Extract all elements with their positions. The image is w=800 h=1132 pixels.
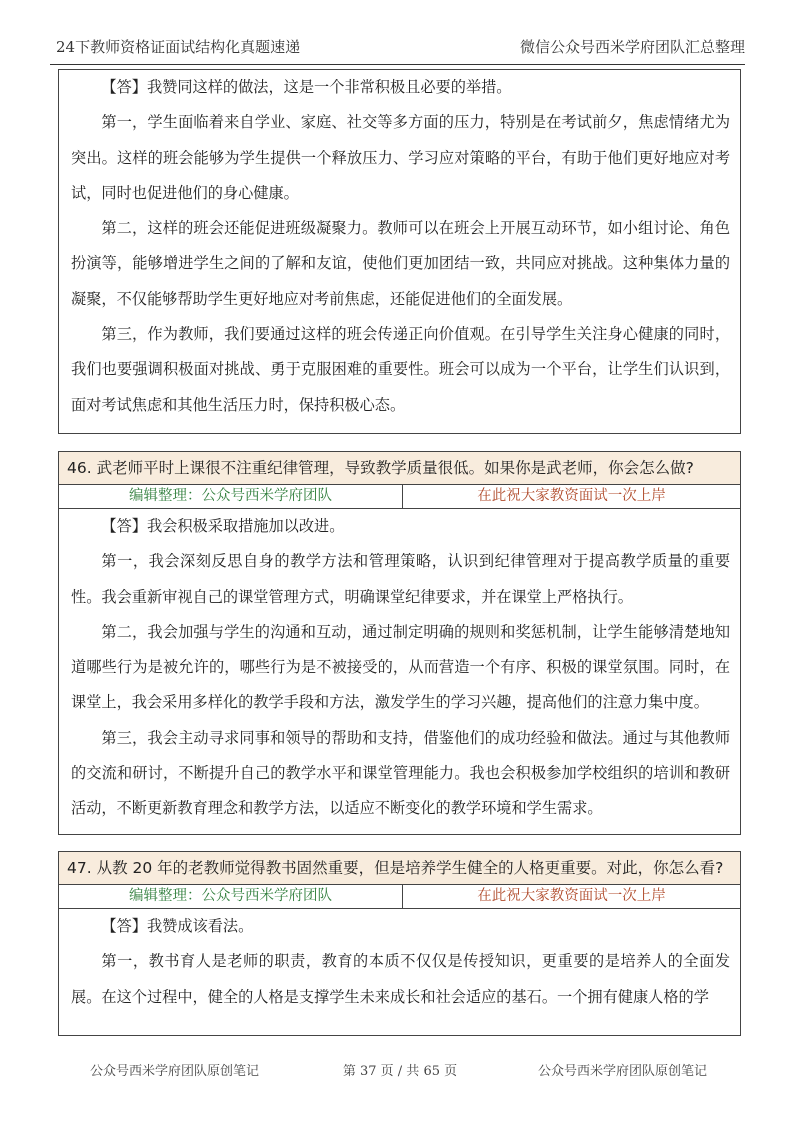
question-block-46 xyxy=(58,451,741,835)
answer-paragraph: 第一，我会深刻反思自身的教学方法和管理策略，认识到纪律管理对于提高教学质量的重要性。我会重新审视自己的课堂管理方式，明确课堂纪律要求，并在课堂上严格执行。 xyxy=(71,552,730,606)
answer-text xyxy=(59,509,740,827)
answer-paragraph: 【答】我赞同这样的做法，这是一个非常积极且必要的举措。 xyxy=(101,78,512,96)
footer-left: 公众号西米学府团队原创笔记 xyxy=(90,1064,260,1079)
header-source: 微信公众号西米学府团队汇总整理 xyxy=(519,38,745,56)
answer-text xyxy=(59,909,740,1015)
answer-paragraph: 【答】我会积极采取措施加以改进。 xyxy=(101,517,345,535)
question-title: 47. 从教 20 年的老教师觉得教书固然重要，但是培养学生健全的人格更重要。对此，你怎么看? xyxy=(59,852,740,885)
wish-text: 在此祝大家教资面试一次上岸 xyxy=(477,888,666,904)
question-block-47 xyxy=(58,851,741,1036)
header-title: 24下教师资格证面试结构化真题速递 xyxy=(56,38,301,56)
question-title: 46. 武老师平时上课很不注重纪律管理，导致教学质量很低。如果你是武老师，你会怎么做? xyxy=(59,452,740,485)
answer-paragraph: 【答】我赞成该看法。 xyxy=(101,917,254,935)
page-header xyxy=(50,28,745,65)
answer-paragraph: 第三，我会主动寻求同事和领导的帮助和支持，借鉴他们的成功经验和做法。通过与其他教师的交流和研讨，不断提升自己的教学水平和课堂管理能力。我也会积极参加学校组织的培训和教研活动，不断更新教育理念和教学方法，以适应不断变化的教学环境和学生需求。 xyxy=(71,728,730,818)
wish-text: 在此祝大家教资面试一次上岸 xyxy=(477,488,666,504)
answer-paragraph: 第三，作为教师，我们要通过这样的班会传递正向价值观。在引导学生关注身心健康的同时，我们也要强调积极面对挑战、勇于克服困难的重要性。班会可以成为一个平台，让学生们认识到，面对考试焦虑和其他生活压力时，保持积极心态。 xyxy=(71,325,730,414)
editor-row xyxy=(59,885,740,909)
footer-right: 公众号西米学府团队原创笔记 xyxy=(537,1064,707,1079)
answer-paragraph: 第一，学生面临着来自学业、家庭、社交等多方面的压力，特别是在考试前夕，焦虑情绪尤为突出。这样的班会能够为学生提供一个释放压力、学习应对策略的平台，有助于他们更好地应对考试，同时也促进他们的身心健康。 xyxy=(71,113,730,202)
answer-text xyxy=(59,70,740,423)
editor-row xyxy=(59,485,740,509)
answer-block-45 xyxy=(58,69,741,434)
answer-paragraph: 第二，我会加强与学生的沟通和互动，通过制定明确的规则和奖惩机制，让学生能够清楚地知道哪些行为是被允许的，哪些行为是不被接受的，从而营造一个有序、积极的课堂氛围。同时，在课堂上，我会采用多样化的教学手段和方法，激发学生的学习兴趣，提高他们的注意力集中度。 xyxy=(71,622,730,712)
editor-credit: 编辑整理：公众号西米学府团队 xyxy=(59,485,403,508)
answer-paragraph: 第一，教书育人是老师的职责，教育的本质不仅仅是传授知识，更重要的是培养人的全面发展。在这个过程中，健全的人格是支撑学生未来成长和社会适应的基石。一个拥有健康人格的学 xyxy=(71,952,730,1006)
answer-paragraph: 第二，这样的班会还能促进班级凝聚力。教师可以在班会上开展互动环节，如小组讨论、角色扮演等，能够增进学生之间的了解和友谊，使他们更加团结一致，共同应对挑战。这种集体力量的凝聚，不仅能够帮助学生更好地应对考前焦虑，还能促进他们的全面发展。 xyxy=(71,219,730,308)
editor-credit: 编辑整理：公众号西米学府团队 xyxy=(59,885,403,908)
page-number: 第 37 页 / 共 65 页 xyxy=(342,1064,458,1079)
